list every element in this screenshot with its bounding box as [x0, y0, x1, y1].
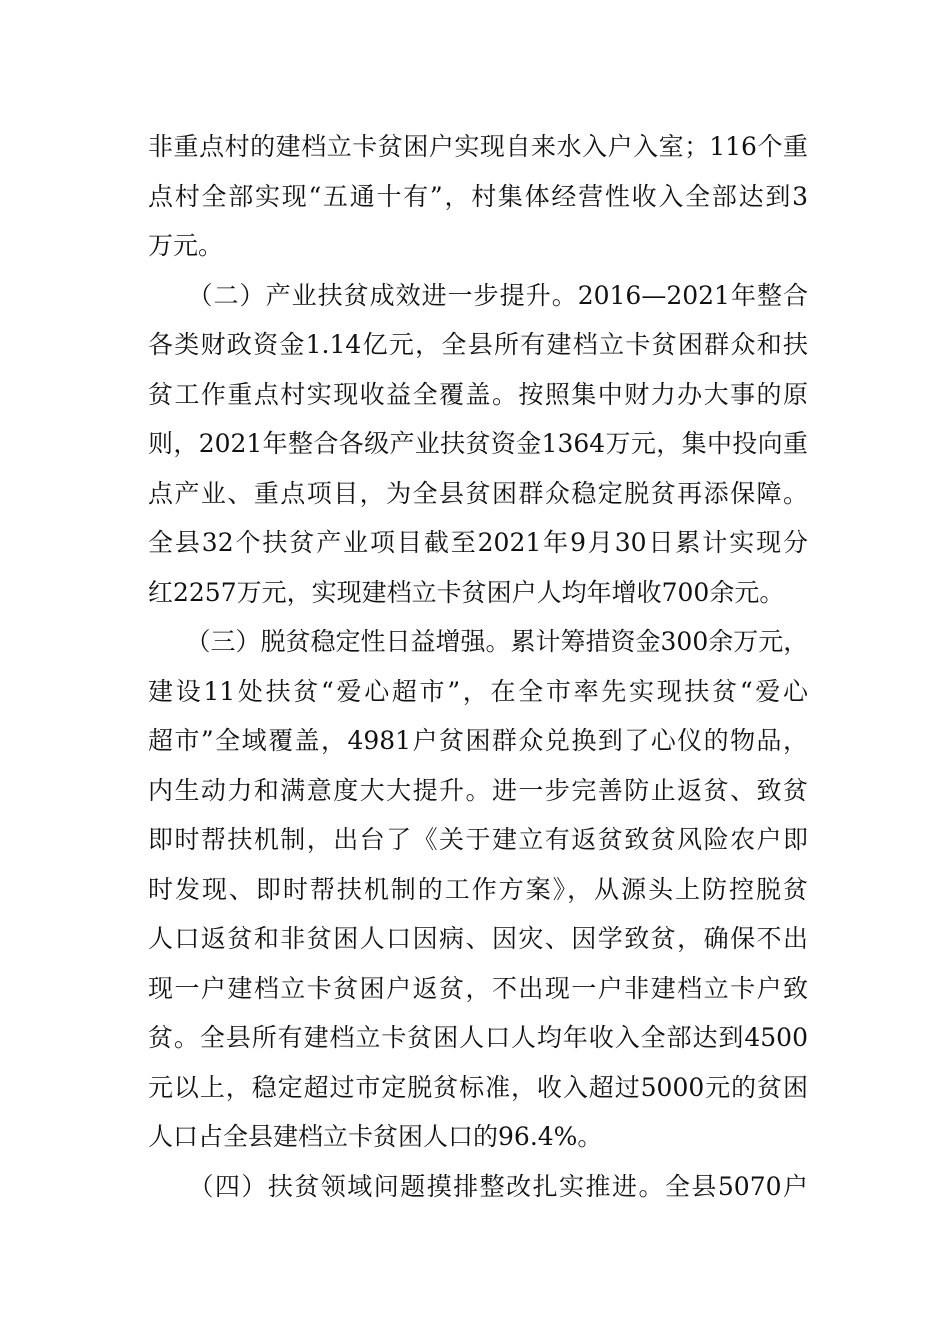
- section-heading-2-line: （二）产业扶贫成效进一步提升。2016—2021年整合: [148, 280, 808, 310]
- text-line-17: 人口返贫和非贫困人口因病、因灾、因学致贫，确保不出: [148, 924, 808, 953]
- text-line-19: 贫。全县所有建档立卡贫困人口人均年收入全部达到4500: [148, 1023, 808, 1052]
- document-page: [148, 122, 808, 1211]
- text-line-2: 点村全部实现“五通十有”，村集体经营性收入全部达到3: [148, 181, 808, 211]
- section-heading-4-line: （四）扶贫领域问题摸排整改扎实推进。全县5070户: [148, 1171, 808, 1201]
- text-line-21: 人口占全县建档立卡贫困人口的96.4%。: [148, 1122, 603, 1151]
- text-line-18: 现一户建档立卡贫困户返贫，不出现一户非建档立卡户致: [148, 973, 808, 1003]
- text-line-16: 时发现、即时帮扶机制的工作方案》，从源头上防控脱贫: [148, 874, 808, 904]
- text-line-6: 贫工作重点村实现收益全覆盖。按照集中财力办大事的原: [148, 379, 808, 409]
- text-line-14: 内生动力和满意度大大提升。进一步完善防止返贫、致贫: [148, 775, 808, 805]
- text-line-20: 元以上，稳定超过市定脱贫标准，收入超过5000元的贫困: [148, 1072, 808, 1102]
- text-line-15: 即时帮扶机制，出台了《关于建立有返贫致贫风险农户即: [148, 825, 808, 854]
- text-line-12: 建设11处扶贫“爱心超市”，在全市率先实现扶贫“爱心: [148, 676, 808, 706]
- text-line-1: 非重点村的建档立卡贫困户实现自来水入户入室；116个重: [148, 132, 808, 161]
- text-line-7: 则，2021年整合各级产业扶贫资金1364万元，集中投向重: [148, 429, 808, 458]
- text-line-13: 超市”全域覆盖，4981户贫困群众兑换到了心仪的物品，: [148, 726, 808, 755]
- text-line-5: 各类财政资金1.14亿元，全县所有建档立卡贫困群众和扶: [148, 330, 808, 359]
- text-line-8: 点产业、重点项目，为全县贫困群众稳定脱贫再添保障。: [148, 478, 808, 508]
- text-line-10: 红2257万元，实现建档立卡贫困户人均年增收700余元。: [148, 577, 785, 607]
- text-line-9: 全县32个扶贫产业项目截至2021年9月30日累计实现分: [148, 528, 808, 557]
- section-heading-3-line: （三）脱贫稳定性日益增强。累计筹措资金300余万元，: [148, 627, 809, 656]
- text-line-3: 万元。: [148, 231, 224, 260]
